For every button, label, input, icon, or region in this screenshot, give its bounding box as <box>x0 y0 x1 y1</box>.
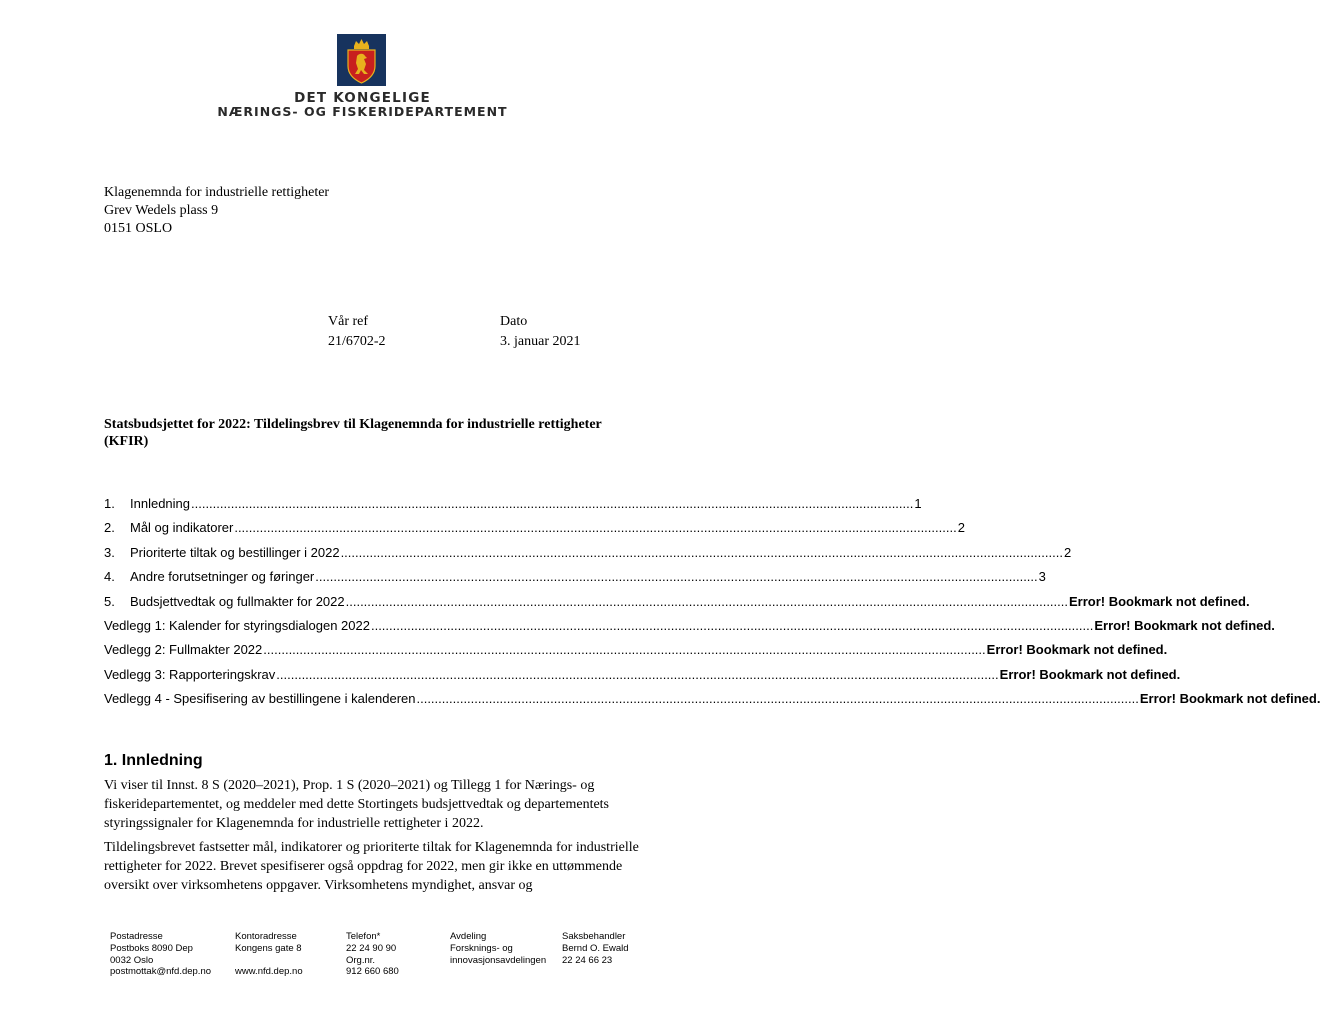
footer-text: 22 24 66 23 <box>562 954 613 966</box>
footer-label: Org.nr. <box>346 954 376 966</box>
toc-leader-dots: ........................................................................................................................................................................................................ <box>345 593 1068 609</box>
footer-phone <box>346 931 399 978</box>
footer-text: 912 660 680 <box>346 966 399 978</box>
toc-leader-dots: ........................................................................................................................................................................................................ <box>263 642 986 658</box>
footer-email: postmottak@nfd.dep.no <box>110 966 212 978</box>
document-date <box>500 312 580 352</box>
footer-text: Bernd O. Ewald <box>562 942 629 954</box>
footer-text: Kongens gate 8 <box>235 942 302 954</box>
toc-entry[interactable] <box>104 569 1046 593</box>
footer-case-officer <box>562 931 629 966</box>
toc-leader-dots: ........................................................................................................................................................................................................ <box>315 569 1038 585</box>
toc-page-number: Error! Bookmark not defined. <box>986 642 1168 658</box>
crown-lion-icon <box>337 34 386 86</box>
footer-label: Saksbehandler <box>562 931 626 942</box>
footer-label: Avdeling <box>450 931 487 942</box>
footer-label: Kontoradresse <box>235 931 297 942</box>
our-reference <box>328 312 386 352</box>
toc-number: 3. <box>104 544 115 560</box>
toc-page-number: Error! Bookmark not defined. <box>1069 593 1250 609</box>
toc-number: 4. <box>104 569 115 585</box>
toc-leader-dots: ........................................................................................................................................................................................................ <box>276 666 999 682</box>
toc-label: Innledning <box>130 496 190 511</box>
body-paragraph: Tildelingsbrevet fastsetter mål, indikatorer og prioriterte tiltak for Klagenemnda for industrielle rettigheter for 2022. Brevet spesifiserer også oppdrag for 2022, men gir ikke en uttømmende oversikt over virksomhetens oppgaver. Virksomhetens myndighet, ansvar og <box>104 840 639 893</box>
toc-number: 2. <box>104 520 115 536</box>
recipient-name: Klagenemnda for industrielle rettigheter <box>104 185 330 200</box>
toc-entry[interactable] <box>104 691 1320 715</box>
toc-label: Vedlegg 2: Fullmakter 2022 <box>104 642 263 658</box>
toc-leader-dots: ........................................................................................................................................................................................................ <box>340 544 1063 560</box>
toc-leader-dots: ........................................................................................................................................................................................................ <box>370 617 1094 633</box>
toc-label: Budsjettvedtak og fullmakter for 2022 <box>130 593 345 609</box>
toc-entry[interactable] <box>104 642 1168 666</box>
toc-leader-dots: ........................................................................................................................................................................................................ <box>191 496 914 511</box>
toc-label: Vedlegg 3: Rapporteringskrav <box>104 666 276 682</box>
toc-number: 1. <box>104 496 115 511</box>
ministry-name-line2: NÆRINGS- OG FISKERIDEPARTEMENT <box>217 104 508 119</box>
footer-text: 0032 Oslo <box>110 954 154 966</box>
toc-label: Andre forutsetninger og føringer <box>130 569 315 585</box>
table-of-contents <box>104 496 1320 716</box>
coat-of-arms-logo <box>337 34 386 86</box>
recipient-city: 0151 OSLO <box>104 221 173 236</box>
recipient-address <box>104 184 329 238</box>
toc-entry[interactable] <box>104 617 1275 642</box>
toc-page-number: 2 <box>957 520 965 536</box>
our-ref-label: Vår ref <box>328 314 369 329</box>
toc-entry[interactable] <box>104 666 1181 691</box>
toc-entry[interactable] <box>104 496 922 520</box>
date-label: Dato <box>500 314 528 329</box>
footer-website: www.nfd.dep.no <box>235 966 303 978</box>
body-paragraph: Vi viser til Innst. 8 S (2020–2021), Prop. 1 S (2020–2021) og Tillegg 1 for Nærings- og fiskeridepartementet, og meddeler med dette Stortingets budsjettvedtak og departementets styringssignaler for Klagenemnda for industrielle rettigheter i 2022. <box>104 778 610 831</box>
toc-page-number: 2 <box>1063 544 1072 560</box>
toc-entry[interactable] <box>104 593 1250 618</box>
ministry-name-line1: DET KONGELIGE <box>294 90 431 106</box>
footer-label: Telefon* <box>346 931 381 942</box>
toc-label: Vedlegg 4 - Spesifisering av bestillingene i kalenderen <box>104 691 416 707</box>
toc-number: 5. <box>104 593 115 609</box>
toc-entry[interactable] <box>104 544 1072 569</box>
footer-office-address <box>235 931 303 978</box>
section-heading: 1. Innledning <box>104 752 203 769</box>
document-title: Statsbudsjettet for 2022: Tildelingsbrev til Klagenemnda for industrielle rettigheter (KFIR) <box>104 417 602 449</box>
toc-page-number: Error! Bookmark not defined. <box>1139 691 1320 707</box>
toc-page-number: Error! Bookmark not defined. <box>999 666 1181 682</box>
toc-entry[interactable] <box>104 520 965 544</box>
footer-text: 22 24 90 90 <box>346 942 397 954</box>
footer-label: Postadresse <box>110 931 163 942</box>
recipient-street: Grev Wedels plass 9 <box>104 203 219 218</box>
toc-page-number: 1 <box>914 496 922 511</box>
toc-leader-dots: ........................................................................................................................................................................................................ <box>234 520 957 536</box>
footer-text: Postboks 8090 Dep <box>110 942 193 954</box>
toc-label: Mål og indikatorer <box>130 520 234 536</box>
footer-text: innovasjonsavdelingen <box>450 954 547 966</box>
footer-postal-address <box>110 931 211 978</box>
footer-text: Forsknings- og <box>450 942 513 954</box>
toc-page-number: Error! Bookmark not defined. <box>1094 617 1275 633</box>
toc-label: Vedlegg 1: Kalender for styringsdialogen 2022 <box>104 617 370 633</box>
our-ref-value: 21/6702-2 <box>328 334 386 349</box>
toc-page-number: 3 <box>1038 569 1046 585</box>
toc-leader-dots: ........................................................................................................................................................................................................ <box>416 691 1139 707</box>
date-value: 3. januar 2021 <box>500 334 581 349</box>
toc-label: Prioriterte tiltak og bestillinger i 2022 <box>130 544 340 560</box>
footer-department <box>450 931 546 966</box>
